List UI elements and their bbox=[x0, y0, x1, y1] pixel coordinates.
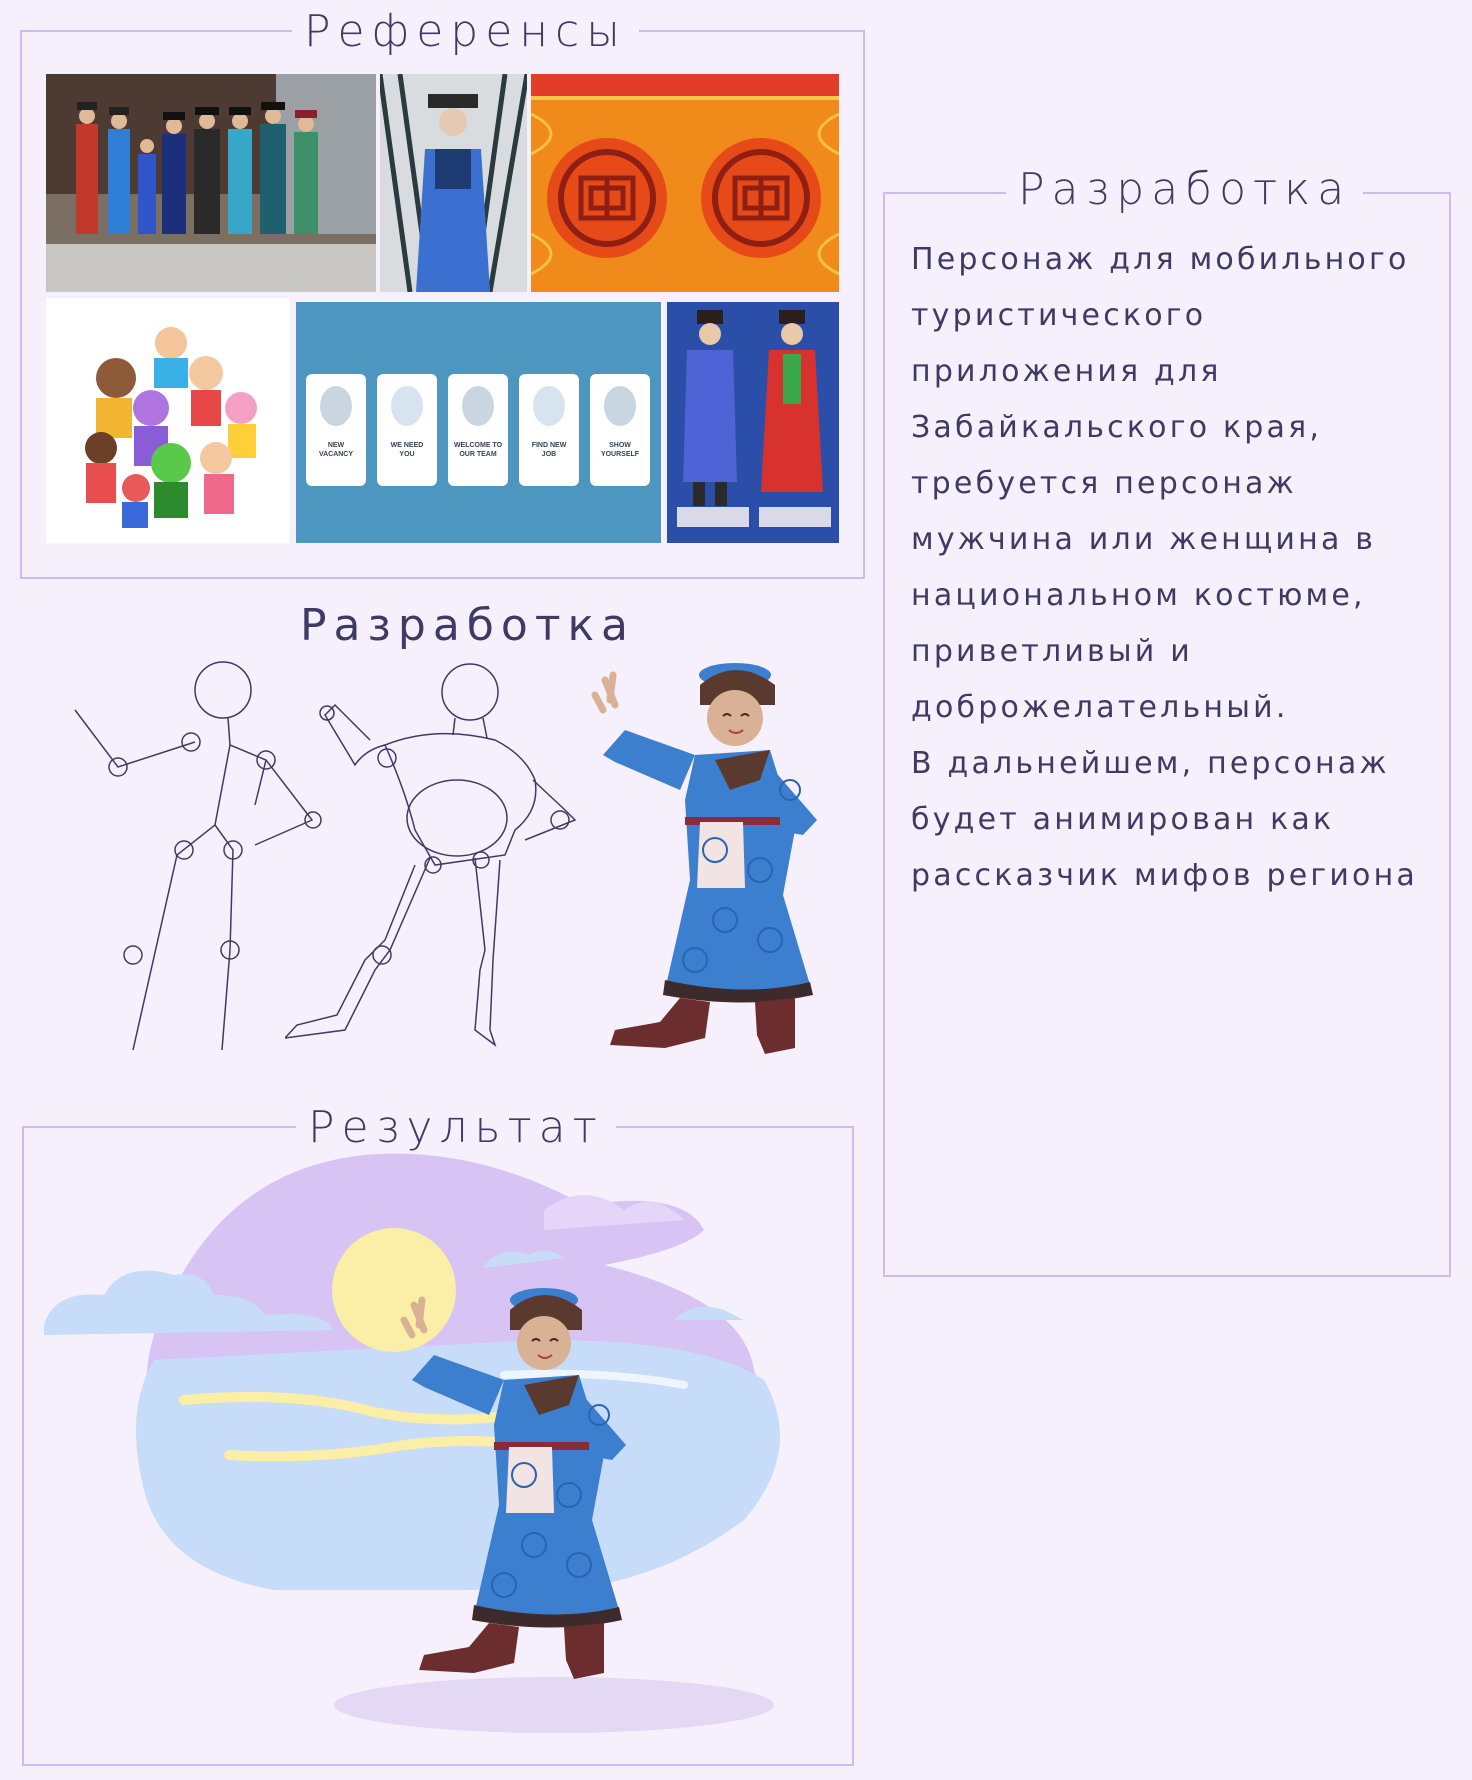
result-title: Результат bbox=[296, 1106, 616, 1150]
description-line: доброжелательный. bbox=[911, 690, 1289, 725]
description-title: Разработка bbox=[1006, 168, 1363, 212]
description-line: мужчина или женщина в bbox=[911, 522, 1377, 557]
sketch-character-colored bbox=[555, 650, 825, 1070]
onboarding-card bbox=[377, 374, 437, 486]
result-illustration bbox=[44, 1150, 834, 1750]
reference-photo-group bbox=[46, 74, 376, 292]
onboarding-card bbox=[306, 374, 366, 486]
description-line: Забайкальского края, bbox=[911, 410, 1323, 445]
card-label: FIND NEW bbox=[531, 442, 567, 449]
card-label: WE NEED bbox=[390, 442, 424, 449]
references-title: Референсы bbox=[292, 10, 639, 54]
card-label: OUR TEAM bbox=[459, 451, 497, 458]
development-title: Разработка bbox=[300, 600, 636, 651]
reference-image-characters bbox=[46, 298, 290, 543]
description-line: рассказчик мифов региона bbox=[911, 858, 1419, 893]
card-label: JOB bbox=[541, 451, 557, 458]
description-line: Персонаж для мобильного bbox=[911, 242, 1410, 277]
card-label: WELCOME TO bbox=[453, 442, 503, 449]
card-label: SHOW bbox=[609, 442, 631, 449]
onboarding-card bbox=[519, 374, 579, 486]
description-line: приложения для bbox=[911, 354, 1222, 389]
reference-image-onboarding bbox=[296, 302, 661, 543]
card-illustration bbox=[320, 386, 352, 426]
card-illustration bbox=[533, 386, 565, 426]
reference-photo-portrait bbox=[380, 74, 527, 292]
description-line: туристического bbox=[911, 298, 1207, 333]
description-line: будет анимирован как bbox=[911, 802, 1335, 837]
description-line: требуется персонаж bbox=[911, 466, 1297, 501]
description-text bbox=[911, 232, 1431, 904]
card-label: VACANCY bbox=[318, 451, 354, 458]
reference-image-dolls bbox=[667, 302, 839, 543]
card-label: YOURSELF bbox=[600, 451, 640, 458]
description-line: приветливый и bbox=[911, 634, 1193, 669]
description-line: В дальнейшем, персонаж bbox=[911, 746, 1390, 781]
card-illustration bbox=[462, 386, 494, 426]
card-illustration bbox=[604, 386, 636, 426]
reference-photo-ornament bbox=[531, 74, 839, 292]
sketch-mannequin bbox=[285, 660, 585, 1060]
onboarding-card bbox=[448, 374, 508, 486]
sun-shape bbox=[332, 1228, 456, 1352]
onboarding-card bbox=[590, 374, 650, 486]
card-label: NEW bbox=[327, 442, 345, 449]
description-line: национальном костюме, bbox=[911, 578, 1366, 613]
card-label: YOU bbox=[399, 451, 415, 458]
card-illustration bbox=[391, 386, 423, 426]
